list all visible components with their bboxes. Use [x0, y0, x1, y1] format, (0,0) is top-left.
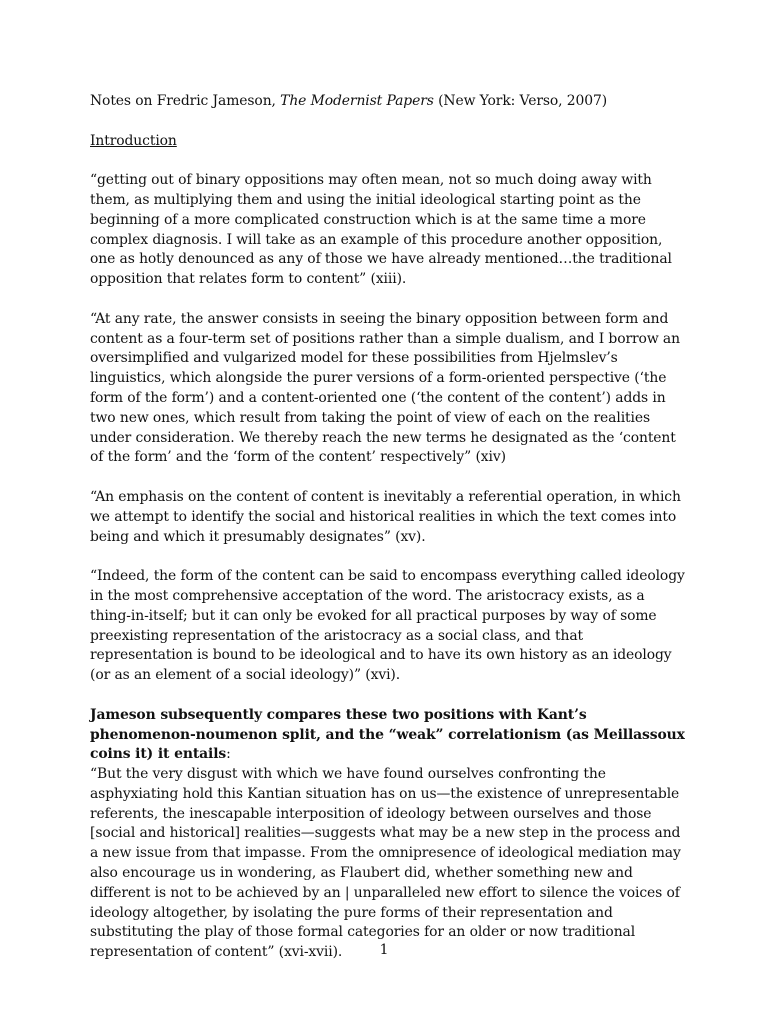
paragraph-2: “At any rate, the answer consists in seeing the binary opposition between form and content as a four-term set of positions rather than a simple dualism, and I borrow an oversimplified and vulgarized model for these possibilities from Hjelmslev’s linguistics, which alongside the purer versions of a form-oriented perspective (‘the form of the form’) and a content-oriented one (‘the content of the content’) adds in two new ones, which result from taking the point of view of each on the realities under consideration. We thereby reach the new terms he designated as the ‘content of the form’ and the ‘form of the content’ respectively” (xiv)	[90, 310, 680, 466]
page-number: 1	[379, 942, 389, 958]
paragraph-4: “Indeed, the form of the content can be said to encompass everything called ideology in the most comprehensive acceptation of the word. The aristocracy exists, as a thing-in-itself; but it can only be evoked for all practical purposes by way of some preexisting representation of the aristocracy as a social class, and that representation is bound to be ideological and to have its own history as an ideology (or as an element of a social ideology)” (xvi).	[90, 568, 685, 684]
title-prefix: Notes on Fredric Jameson,	[90, 93, 281, 109]
paragraph-3: “An emphasis on the content of content is inevitably a referential operation, in which we attempt to identify the social and historical realities in which the text comes into being and which it presumably designates” (xv).	[90, 488, 681, 545]
paragraph-5	[90, 706, 685, 963]
final-quote: “But the very disgust with which we have found ourselves confronting the asphyxiating hold this Kantian situation has on us—the existence of unrepresentable referents, the inescapable interposition of ideology between ourselves and those [social and historical] realities—suggests what may be a new step in the process and a new issue from that impasse. From the omnipresence of ideological mediation may also encourage us in wondering, as Flaubert did, whether something new and different is not to be achieved by an | unparalleled new effort to silence the voices of ideology altogether, by isolating the pure forms of their representation and substituting the play of those formal categories for an older or now traditional representation of content” (xvi-xvii).	[90, 766, 681, 961]
bold-lead-sentence: Jameson subsequently compares these two positions with Kant’s phenomenon-noumenon split, and the “weak” correlationism (as Meillassoux coins it) it entails	[90, 706, 685, 763]
book-title: The Modernist Papers	[280, 93, 434, 109]
title-suffix: (New York: Verso, 2007)	[433, 93, 608, 109]
lead-colon: :	[226, 746, 231, 763]
section-heading: Introduction	[90, 132, 177, 149]
paragraph-1: “getting out of binary oppositions may often mean, not so much doing away with them, as multiplying them and using the initial ideological starting point as the beginning of a more complicated construction which is at the same time a more complex diagnosis. I will take as an example of this procedure another opposition, one as hotly denounced as any of those we have already mentioned…the traditional opposition that relates form to content” (xiii).	[90, 172, 672, 288]
document-title	[90, 92, 685, 112]
document-page	[90, 92, 685, 983]
